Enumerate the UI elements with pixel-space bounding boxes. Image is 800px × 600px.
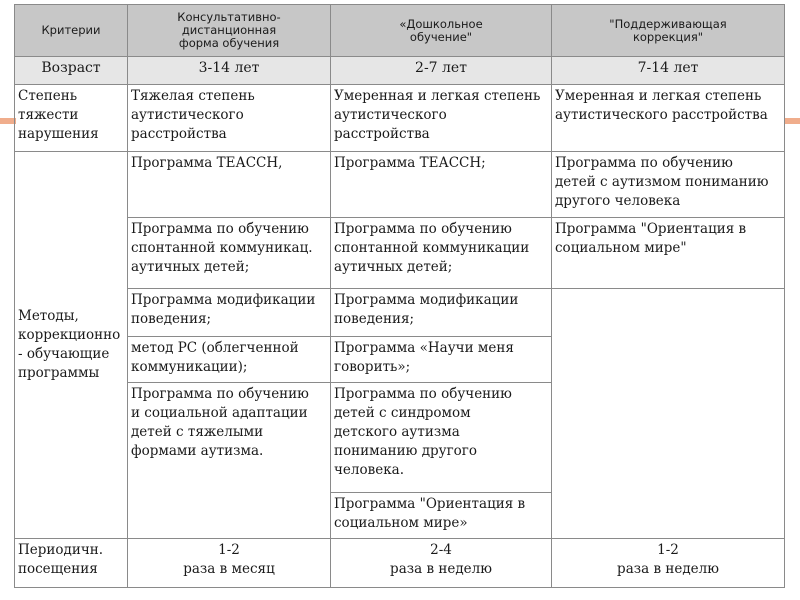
age-col-3: 7-14 лет	[552, 57, 785, 85]
age-row	[15, 57, 785, 85]
severity-col-3: Умеренная и легкая степень аутистического расстройства	[552, 85, 785, 152]
severity-col-1: Тяжелая степень аутистического расстройства	[128, 85, 331, 152]
methods-row-3-col-2: Программа модификации поведения;	[331, 289, 552, 337]
methods-row-3	[15, 289, 785, 337]
period-label: Периодичн. посещения	[15, 539, 128, 588]
methods-empty-col-3	[552, 289, 785, 539]
methods-row-2-col-1: Программа по обучению спонтанной коммуникац. аутичных детей;	[128, 218, 331, 289]
methods-row-5-col-1: Программа по обучению и социальной адаптации детей с тяжелыми формами аутизма.	[128, 383, 331, 539]
methods-row-1	[15, 152, 785, 218]
severity-col-2: Умеренная и легкая степень аутистического расстройства	[331, 85, 552, 152]
age-col-2: 2-7 лет	[331, 57, 552, 85]
header-row	[15, 5, 785, 57]
methods-row-2-col-2: Программа по обучению спонтанной коммуникации аутичных детей;	[331, 218, 552, 289]
methods-label: Методы, коррекционно - обучающие программы	[15, 152, 128, 539]
age-label: Возраст	[15, 57, 128, 85]
period-row	[15, 539, 785, 588]
header-consultative-distance: Консультативно- дистанционная форма обучения	[128, 5, 331, 57]
methods-row-4-col-1: метод PC (облегченной коммуникации);	[128, 337, 331, 383]
header-preschool: «Дошкольное обучение"	[331, 5, 552, 57]
methods-row-1-col-3: Программа по обучению детей с аутизмом пониманию другого человека	[552, 152, 785, 218]
period-col-2: 2-4 раза в неделю	[331, 539, 552, 588]
right-accent-bar	[784, 118, 800, 124]
methods-row-2	[15, 218, 785, 289]
methods-row-4-col-2: Программа «Научи меня говорить»;	[331, 337, 552, 383]
methods-row-6-col-2: Программа "Ориентация в социальном мире»	[331, 493, 552, 539]
period-col-3: 1-2 раза в неделю	[552, 539, 785, 588]
methods-row-2-col-3: Программа "Ориентация в социальном мире"	[552, 218, 785, 289]
methods-row-1-col-2: Программа ТЕАССН;	[331, 152, 552, 218]
methods-row-1-col-1: Программа ТЕАССН,	[128, 152, 331, 218]
comparison-table	[14, 4, 785, 588]
severity-label: Степень тяжести нарушения	[15, 85, 128, 152]
header-supportive-correction: "Поддерживающая коррекция"	[552, 5, 785, 57]
severity-row	[15, 85, 785, 152]
age-col-1: 3-14 лет	[128, 57, 331, 85]
header-criteria: Критерии	[15, 5, 128, 57]
methods-row-3-col-1: Программа модификации поведения;	[128, 289, 331, 337]
period-col-1: 1-2 раза в месяц	[128, 539, 331, 588]
methods-row-5-col-2: Программа по обучению детей с синдромом детского аутизма пониманию другого человека.	[331, 383, 552, 493]
